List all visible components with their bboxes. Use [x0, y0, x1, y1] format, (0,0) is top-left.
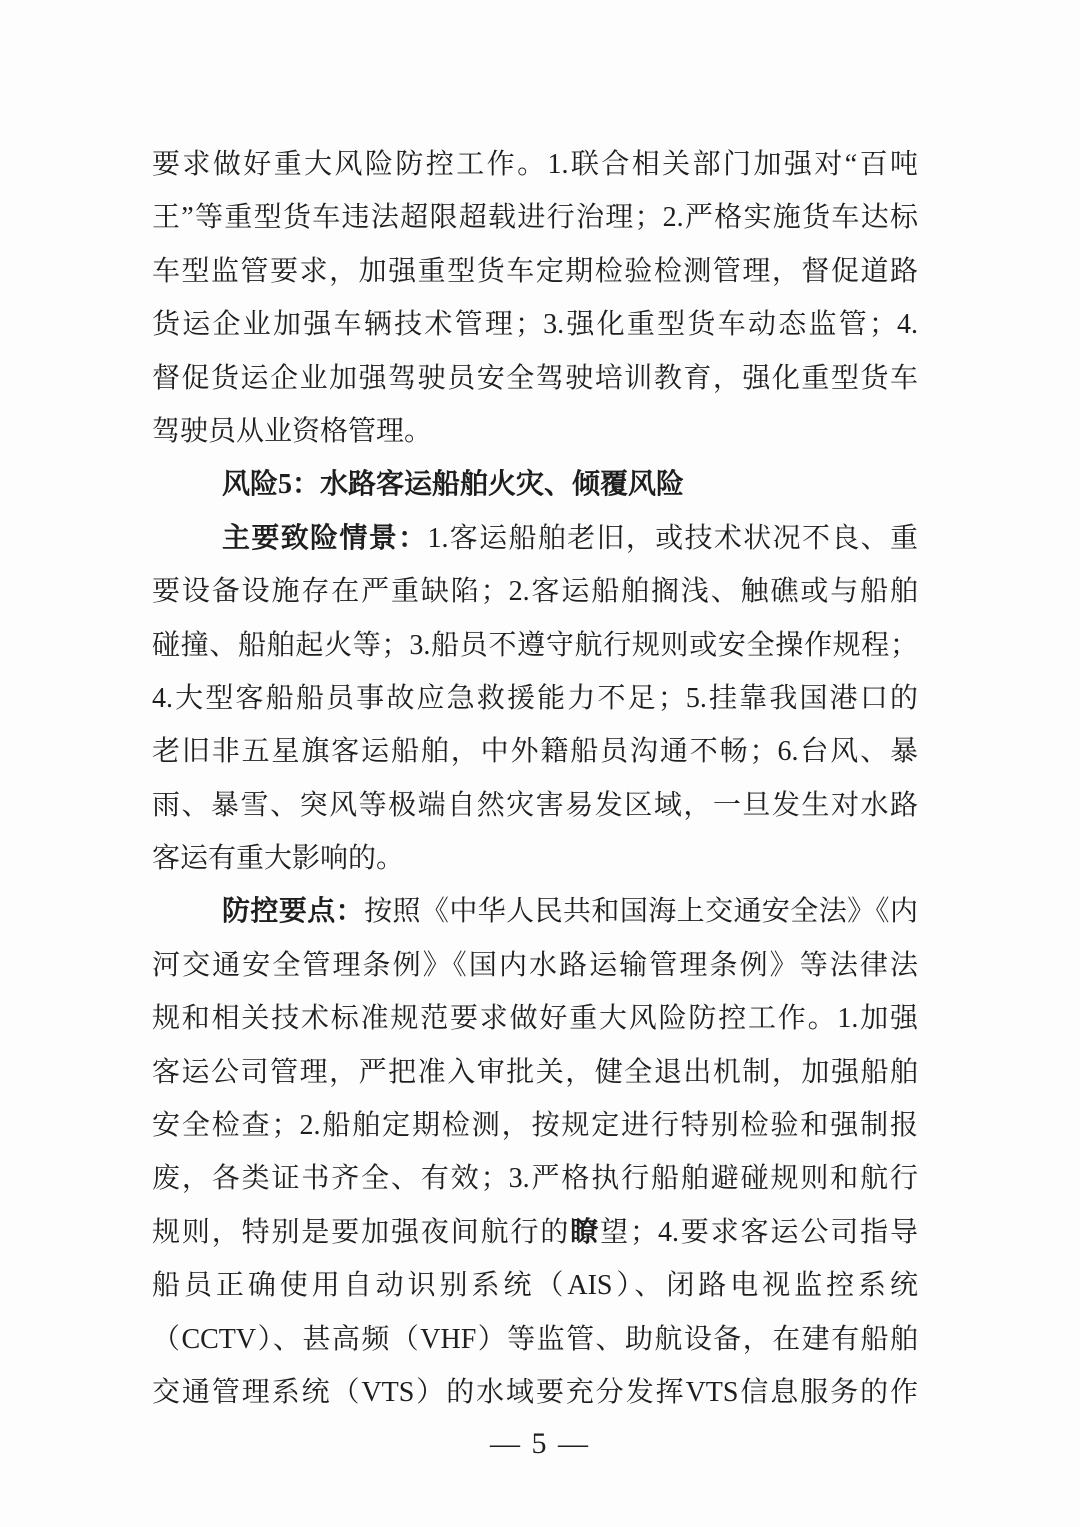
text-line: [152, 245, 918, 298]
text-line: [152, 298, 918, 351]
text-line: [152, 672, 918, 725]
text-run: 望；4.要求客运公司指导: [600, 1216, 918, 1248]
text-line: [152, 1046, 918, 1099]
text-line: [152, 885, 918, 938]
text-run: 督促货运企业加强驾驶员安全驾驶培训教育，强化重型货车: [152, 362, 918, 394]
text-run: 安全检查；2.船舶定期检测，按规定进行特别检验和强制报: [152, 1110, 918, 1142]
text-run: 交通管理系统（VTS）的水域要充分发挥VTS信息服务的作: [152, 1376, 918, 1408]
document-body: [152, 138, 918, 1419]
text-line: [152, 1313, 918, 1366]
text-run: 按照《中华人民共和国海上交通安全法》《内: [364, 896, 918, 928]
text-line: [152, 565, 918, 618]
text-line: [152, 1152, 918, 1205]
text-line: [152, 1259, 918, 1312]
text-line: [152, 1366, 918, 1419]
text-run: 要设备设施存在严重缺陷；2.客运船舶搁浅、触礁或与船舶: [152, 576, 918, 608]
text-line: [152, 779, 918, 832]
text-line: [152, 512, 918, 565]
text-line: [152, 1206, 918, 1259]
text-run: 客运有重大影响的。: [152, 843, 405, 875]
text-run: 驾驶员从业资格管理。: [152, 415, 433, 447]
text-line: [152, 138, 918, 191]
text-run: 规和相关技术标准规范要求做好重大风险防控工作。1.加强: [152, 1003, 918, 1035]
text-line: [152, 191, 918, 244]
text-run: 王”等重型货车违法超限超载进行治理；2.严格实施货车达标: [152, 202, 918, 234]
text-run: 船员正确使用自动识别系统（AIS）、闭路电视监控系统: [152, 1270, 918, 1302]
text-line: [152, 832, 918, 885]
page-number: — 5 —: [490, 1427, 590, 1460]
text-line: [152, 352, 918, 405]
text-run: 要求做好重大风险防控工作。1.联合相关部门加强对“百吨: [152, 149, 918, 180]
text-line: [152, 1099, 918, 1152]
text-run: 客运公司管理，严把准入审批关，健全退出机制，加强船舶: [152, 1056, 918, 1088]
bold-text-run: 瞭: [570, 1216, 601, 1248]
text-line: [152, 992, 918, 1045]
text-run: 雨、暴雪、突风等极端自然灾害易发区域，一旦发生对水路: [152, 789, 918, 821]
text-run: 4.大型客船船员事故应急救援能力不足；5.挂靠我国港口的: [152, 682, 918, 714]
text-run: 规则，特别是要加强夜间航行的: [152, 1216, 571, 1248]
text-run: 老旧非五星旗客运船舶，中外籍船员沟通不畅；6.台风、暴: [152, 736, 918, 768]
text-run: 碰撞、船舶起火等；3.船员不遵守航行规则或安全操作规程；: [152, 629, 918, 661]
text-run: 货运企业加强车辆技术管理；3.强化重型货车动态监管；4.: [152, 309, 918, 341]
text-line: [152, 939, 918, 992]
bold-text-run: 防控要点：: [222, 896, 365, 928]
text-line: [152, 619, 918, 672]
text-line: [152, 405, 918, 458]
text-run: 废，各类证书齐全、有效；3.严格执行船舶避碰规则和航行: [152, 1163, 918, 1195]
section-heading: [152, 458, 918, 511]
text-line: [152, 725, 918, 778]
text-run: 河交通安全管理条例》《国内水路运输管理条例》等法律法: [152, 949, 918, 981]
bold-text-run: 风险5：水路客运船舶火灾、倾覆风险: [222, 469, 685, 501]
text-run: 1.客运船舶老旧，或技术状况不良、重: [427, 522, 918, 554]
text-run: （CCTV）、甚高频（VHF）等监管、助航设备，在建有船舶: [152, 1323, 918, 1355]
text-run: 车型监管要求，加强重型货车定期检验检测管理，督促道路: [152, 255, 918, 287]
bold-text-run: 主要致险情景：: [222, 522, 428, 554]
